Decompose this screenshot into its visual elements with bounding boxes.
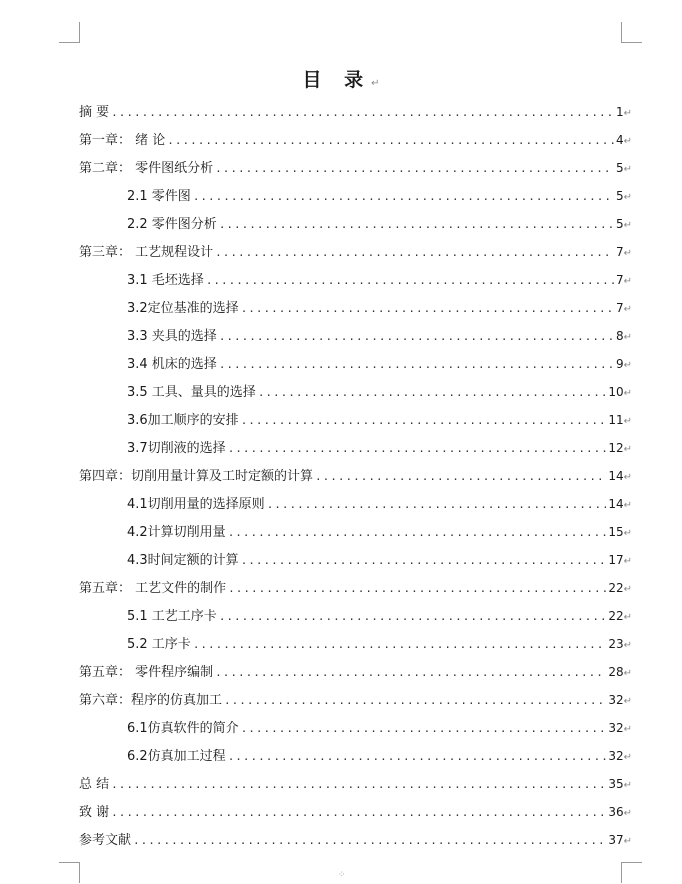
toc-entry-page-number: 36 (608, 805, 624, 819)
toc-entry-page-number: 14 (608, 469, 624, 483)
paragraph-mark-icon: ↵ (623, 276, 632, 287)
paragraph-mark-icon: ↵ (623, 192, 632, 203)
toc-entry-page-number: 12 (608, 441, 624, 455)
toc-entry-page-number: 5 (615, 217, 624, 231)
toc-entry-label: 5.1 工艺工序卡 (127, 609, 217, 624)
toc-entry[interactable] (79, 574, 632, 602)
toc-entry-label: 5.2 工序卡 (127, 637, 191, 652)
toc-entry-label: 2.1 零件图 (127, 189, 191, 204)
toc-entry[interactable] (79, 182, 632, 210)
toc-dot-leader (219, 351, 614, 379)
toc-entry-page-number: 5 (615, 161, 624, 175)
toc-entry[interactable] (79, 630, 632, 658)
toc-dot-leader (258, 379, 607, 407)
toc-entry-label: 3.5 工具、量具的选择 (127, 385, 256, 400)
toc-dot-leader (215, 239, 614, 267)
crop-mark-bottom-left (59, 862, 80, 883)
toc-entry[interactable] (79, 546, 632, 574)
toc-entry-page-number: 11 (608, 413, 624, 427)
toc-entry-label: 摘 要 (79, 105, 110, 120)
crop-mark-top-left (59, 22, 80, 43)
toc-dot-leader (193, 183, 614, 211)
toc-dot-leader (111, 799, 606, 827)
paragraph-mark-icon: ↵ (623, 780, 632, 791)
toc-dot-leader (241, 715, 607, 743)
toc-dot-leader (228, 435, 607, 463)
paragraph-mark-icon: ↵ (623, 696, 632, 707)
paragraph-mark-icon: ↵ (623, 836, 632, 847)
toc-entry[interactable] (79, 798, 632, 826)
toc-entry-page-number: 4 (615, 133, 624, 147)
toc-entry[interactable] (79, 350, 632, 378)
toc-dot-leader (267, 491, 607, 519)
toc-entry-label: 第五章： 零件程序编制 (79, 665, 214, 680)
toc-entry-page-number: 32 (608, 693, 624, 707)
toc-dot-leader (219, 603, 607, 631)
toc-entry[interactable] (79, 742, 632, 770)
toc-entry-page-number: 17 (608, 553, 624, 567)
toc-entry[interactable] (79, 126, 632, 154)
paragraph-mark-icon: ↵ (623, 500, 632, 511)
toc-dot-leader (167, 127, 614, 155)
crop-mark-bottom-right (621, 862, 642, 883)
toc-entry-page-number: 15 (608, 525, 624, 539)
toc-entry-page-number: 7 (615, 301, 624, 315)
toc-dot-leader (224, 687, 606, 715)
toc-entry-label: 6.2仿真加工过程 (127, 749, 226, 764)
toc-entry-label: 第五章： 工艺文件的制作 (79, 581, 227, 596)
toc-entry-label: 6.1仿真软件的简介 (127, 721, 239, 736)
toc-entry-label: 3.7切削液的选择 (127, 441, 226, 456)
toc-entry-page-number: 1 (615, 105, 624, 119)
toc-entry-page-number: 8 (615, 329, 624, 343)
toc-entry-label: 总 结 (79, 777, 110, 792)
toc-entry[interactable] (79, 238, 632, 266)
paragraph-mark-icon: ↵ (623, 528, 632, 539)
toc-dot-leader (111, 771, 606, 799)
toc-entry[interactable] (79, 714, 632, 742)
paragraph-mark-icon: ↵ (623, 164, 632, 175)
paragraph-mark-icon: ↵ (623, 472, 632, 483)
toc-dot-leader (193, 631, 607, 659)
toc-entry[interactable] (79, 770, 632, 798)
toc-entry[interactable] (79, 98, 632, 126)
toc-entry-label: 4.3时间定额的计算 (127, 553, 239, 568)
toc-entry-label: 3.6加工顺序的安排 (127, 413, 239, 428)
paragraph-mark-icon: ↵ (623, 808, 632, 819)
toc-entry-label: 3.4 机床的选择 (127, 357, 217, 372)
toc-dot-leader (219, 323, 614, 351)
paragraph-mark-icon: ↵ (623, 724, 632, 735)
toc-entry-page-number: 22 (608, 581, 624, 595)
toc-entry-label: 3.2定位基准的选择 (127, 301, 239, 316)
toc-entry-label: 3.1 毛坯选择 (127, 273, 204, 288)
toc-entry-page-number: 14 (608, 497, 624, 511)
toc-entry-page-number: 23 (608, 637, 624, 651)
toc-title-text: 目 录 (302, 69, 372, 91)
toc-dot-leader (228, 743, 607, 771)
toc-entry[interactable] (79, 434, 632, 462)
paragraph-mark-icon: ↵ (623, 388, 632, 399)
toc-entry[interactable] (79, 602, 632, 630)
toc-entry-label: 第四章：切削用量计算及工时定额的计算 (79, 469, 314, 484)
paragraph-mark-icon: ↵ (623, 108, 632, 119)
toc-dot-leader (241, 407, 607, 435)
toc-dot-leader (219, 211, 614, 239)
toc-entry-label: 3.3 夹具的选择 (127, 329, 217, 344)
toc-entry-page-number: 32 (608, 749, 624, 763)
toc-dot-leader (241, 295, 614, 323)
toc-dot-leader (315, 463, 606, 491)
toc-entry-label: 2.2 零件图分析 (127, 217, 217, 232)
toc-entry[interactable] (79, 266, 632, 294)
paragraph-mark-icon: ↵ (623, 668, 632, 679)
toc-entry-page-number: 28 (608, 665, 624, 679)
paragraph-mark-icon: ↵ (623, 752, 632, 763)
toc-title (0, 65, 682, 92)
paragraph-mark-icon: ↵ (623, 444, 632, 455)
paragraph-mark-icon: ↵ (623, 360, 632, 371)
toc-entry-label: 第三章： 工艺规程设计 (79, 245, 214, 260)
toc-entry[interactable] (79, 658, 632, 686)
table-of-contents (79, 98, 632, 854)
toc-entry-page-number: 9 (615, 357, 624, 371)
toc-entry-page-number: 35 (608, 777, 624, 791)
toc-entry[interactable] (79, 322, 632, 350)
toc-dot-leader (241, 547, 607, 575)
paragraph-mark-icon: ↵ (623, 248, 632, 259)
paragraph-mark-icon: ↵ (623, 416, 632, 427)
paragraph-mark-icon: ↵ (371, 78, 380, 89)
page-footer-mark: ⁘ (338, 870, 346, 880)
toc-entry-page-number: 22 (608, 609, 624, 623)
toc-dot-leader (215, 155, 614, 183)
toc-entry[interactable] (79, 210, 632, 238)
toc-dot-leader (206, 267, 614, 295)
paragraph-mark-icon: ↵ (623, 136, 632, 147)
toc-entry-label: 第六章：程序的仿真加工 (79, 693, 223, 708)
toc-dot-leader (215, 659, 606, 687)
toc-entry-page-number: 7 (615, 245, 624, 259)
crop-mark-top-right (621, 22, 642, 43)
toc-entry-label: 4.2计算切削用量 (127, 525, 226, 540)
toc-entry-page-number: 32 (608, 721, 624, 735)
toc-dot-leader (228, 519, 607, 547)
toc-entry-label: 4.1切削用量的选择原则 (127, 497, 265, 512)
toc-entry-page-number: 37 (608, 833, 624, 847)
paragraph-mark-icon: ↵ (623, 612, 632, 623)
paragraph-mark-icon: ↵ (623, 220, 632, 231)
toc-entry[interactable] (79, 406, 632, 434)
toc-entry[interactable] (79, 462, 632, 490)
toc-entry-label: 致 谢 (79, 805, 110, 820)
toc-entry[interactable] (79, 518, 632, 546)
toc-entry[interactable] (79, 686, 632, 714)
toc-entry-page-number: 10 (608, 385, 624, 399)
toc-entry-label: 参考文献 (79, 833, 132, 848)
toc-entry[interactable] (79, 826, 632, 854)
toc-dot-leader (228, 575, 606, 603)
paragraph-mark-icon: ↵ (623, 640, 632, 651)
paragraph-mark-icon: ↵ (623, 332, 632, 343)
toc-dot-leader (111, 99, 614, 127)
paragraph-mark-icon: ↵ (623, 584, 632, 595)
paragraph-mark-icon: ↵ (623, 556, 632, 567)
paragraph-mark-icon: ↵ (623, 304, 632, 315)
toc-entry-label: 第一章： 绪 论 (79, 133, 166, 148)
toc-entry[interactable] (79, 490, 632, 518)
toc-entry-label: 第二章： 零件图纸分析 (79, 161, 214, 176)
toc-entry-page-number: 5 (615, 189, 624, 203)
toc-entry[interactable] (79, 154, 632, 182)
toc-entry[interactable] (79, 294, 632, 322)
toc-entry-page-number: 7 (615, 273, 624, 287)
toc-dot-leader (133, 827, 606, 855)
toc-entry[interactable] (79, 378, 632, 406)
